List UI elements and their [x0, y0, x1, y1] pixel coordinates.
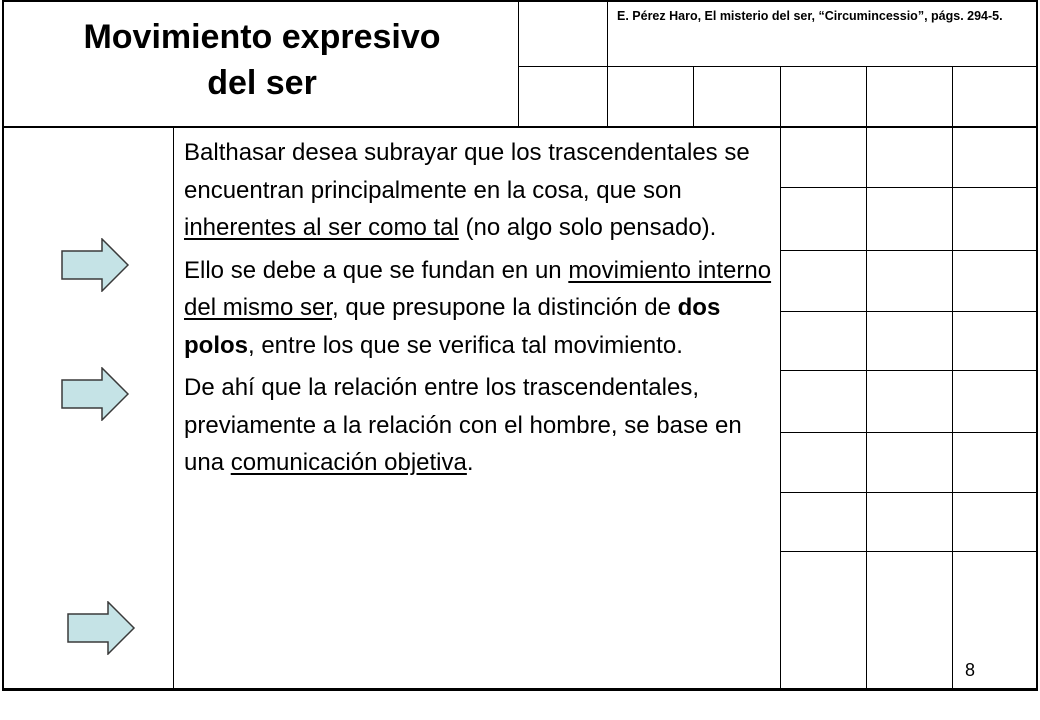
text-segment: .: [466, 449, 474, 476]
grid-line: [780, 187, 1037, 188]
grid-line: [518, 0, 519, 127]
underlined-phrase: comunicación objetiva: [230, 449, 467, 476]
bibliographic-reference: E. Pérez Haro, El misterio del ser, “Circumincessio”, págs. 294-5.: [617, 9, 1003, 23]
text-segment: (no algo solo pensado).: [458, 214, 717, 241]
right-arrow-icon: [60, 238, 130, 292]
title-line-2: del ser: [207, 64, 317, 102]
grid-line: [1036, 0, 1038, 690]
arrow-shape: [62, 368, 128, 420]
right-arrow-icon: [60, 367, 130, 421]
underlined-phrase: inherentes al ser como tal: [184, 214, 459, 241]
grid-line: [518, 66, 1037, 67]
grid-line: [2, 126, 1038, 128]
grid-line: [2, 688, 1038, 691]
grid-line: [866, 127, 867, 689]
grid-line: [780, 66, 781, 127]
text-segment: De ahí que la relación entre los trascendentales, previamente a la relación con el hombre, se base en una: [184, 374, 742, 476]
grid-line: [952, 66, 953, 127]
body-text: [184, 134, 784, 487]
grid-line: [780, 250, 1037, 251]
slide-title: [8, 4, 516, 124]
grid-line: [780, 492, 1037, 493]
right-arrow-icon: [66, 601, 136, 655]
paragraph-3: [184, 369, 784, 482]
grid-line: [2, 0, 1038, 2]
grid-line: [2, 0, 4, 690]
paragraph-1: [184, 134, 784, 247]
grid-line: [173, 127, 174, 689]
title-line-1: Movimiento expresivo: [83, 18, 441, 56]
grid-line: [607, 0, 608, 127]
text-segment: Ello se debe a que se fundan en un: [184, 256, 569, 284]
paragraph-2: [184, 252, 784, 365]
grid-line: [780, 432, 1037, 433]
grid-line: [693, 66, 694, 127]
grid-line: [780, 551, 1037, 552]
arrow-shape: [62, 239, 128, 291]
grid-line: [866, 66, 867, 127]
page-number: 8: [965, 660, 976, 680]
text-segment: , que presupone la distinción de: [332, 294, 678, 321]
underlined-phrase: movimiento interno del mismo ser: [184, 256, 772, 321]
text-segment: Balthasar desea subrayar que los trascendentales se encuentran principalmente en la cosa, que son: [184, 139, 750, 204]
arrow-shape: [68, 602, 134, 654]
grid-line: [780, 370, 1037, 371]
bold-phrase: dos polos: [184, 294, 721, 359]
grid-line: [952, 127, 953, 689]
text-segment: , entre los que se verifica tal movimiento.: [248, 331, 683, 359]
grid-line: [780, 311, 1037, 312]
